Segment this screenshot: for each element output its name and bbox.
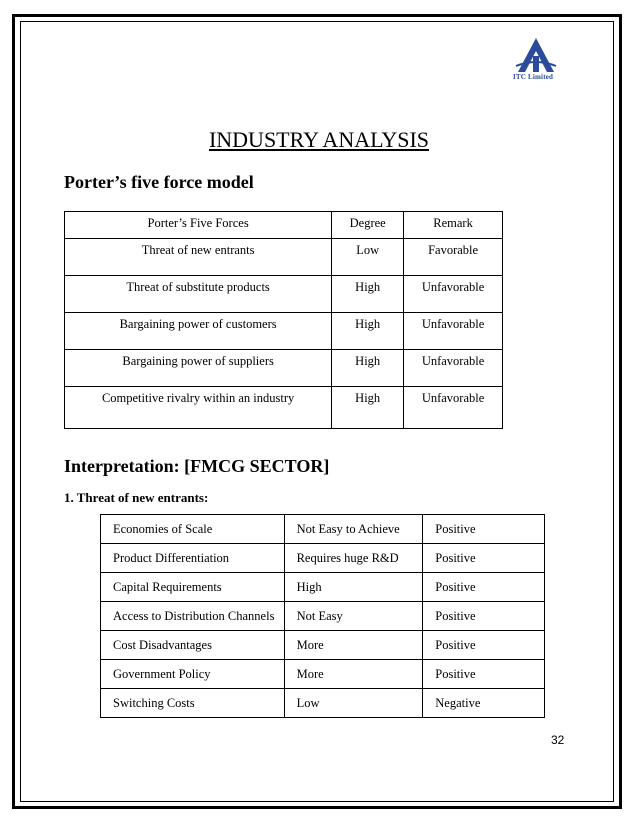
remark-cell: Unfavorable [404, 387, 503, 429]
effect-cell: Negative [423, 689, 545, 718]
factor-cell: Access to Distribution Channels [101, 602, 285, 631]
table-row [101, 689, 545, 718]
degree-cell: High [332, 350, 404, 387]
degree-cell: High [332, 276, 404, 313]
effect-cell: Positive [423, 631, 545, 660]
page-title: INDUSTRY ANALYSIS [208, 127, 430, 152]
force-cell: Threat of substitute products [65, 276, 332, 313]
degree-cell: Low [332, 239, 404, 276]
level-cell: Not Easy [284, 602, 423, 631]
remark-cell: Unfavorable [404, 350, 503, 387]
table-row [65, 313, 503, 350]
page-number: 32 [551, 733, 565, 747]
table-row [101, 515, 545, 544]
porter-table [64, 211, 503, 429]
table-row [101, 631, 545, 660]
level-cell: More [284, 660, 423, 689]
logo-text: ITC Limited [513, 73, 554, 81]
level-cell: Requires huge R&D [284, 544, 423, 573]
table-row [65, 387, 503, 429]
header-degree: Degree [332, 212, 404, 239]
remark-cell: Unfavorable [404, 313, 503, 350]
degree-cell: High [332, 313, 404, 350]
effect-cell: Positive [423, 602, 545, 631]
force-cell: Bargaining power of suppliers [65, 350, 332, 387]
remark-cell: Favorable [404, 239, 503, 276]
table-header-row [65, 212, 503, 239]
level-cell: More [284, 631, 423, 660]
level-cell: High [284, 573, 423, 602]
degree-cell: High [332, 387, 404, 429]
table-row [101, 602, 545, 631]
level-cell: Not Easy to Achieve [284, 515, 423, 544]
force-cell: Threat of new entrants [65, 239, 332, 276]
force-cell: Competitive rivalry within an industry [65, 387, 332, 429]
entrants-subheading: 1. Threat of new entrants: [64, 490, 209, 505]
level-cell: Low [284, 689, 423, 718]
entrants-table [100, 514, 545, 718]
factor-cell: Product Differentiation [101, 544, 285, 573]
table-row [101, 573, 545, 602]
factor-cell: Government Policy [101, 660, 285, 689]
effect-cell: Positive [423, 573, 545, 602]
header-remark: Remark [404, 212, 503, 239]
factor-cell: Switching Costs [101, 689, 285, 718]
effect-cell: Positive [423, 515, 545, 544]
factor-cell: Economies of Scale [101, 515, 285, 544]
porter-heading: Porter’s five force model [64, 172, 254, 192]
effect-cell: Positive [423, 660, 545, 689]
table-row [65, 239, 503, 276]
table-row [65, 350, 503, 387]
table-row [101, 660, 545, 689]
effect-cell: Positive [423, 544, 545, 573]
force-cell: Bargaining power of customers [65, 313, 332, 350]
factor-cell: Capital Requirements [101, 573, 285, 602]
factor-cell: Cost Disadvantages [101, 631, 285, 660]
header-forces: Porter’s Five Forces [65, 212, 332, 239]
table-row [65, 276, 503, 313]
table-row [101, 544, 545, 573]
remark-cell: Unfavorable [404, 276, 503, 313]
interpretation-heading: Interpretation: [FMCG SECTOR] [64, 456, 330, 476]
